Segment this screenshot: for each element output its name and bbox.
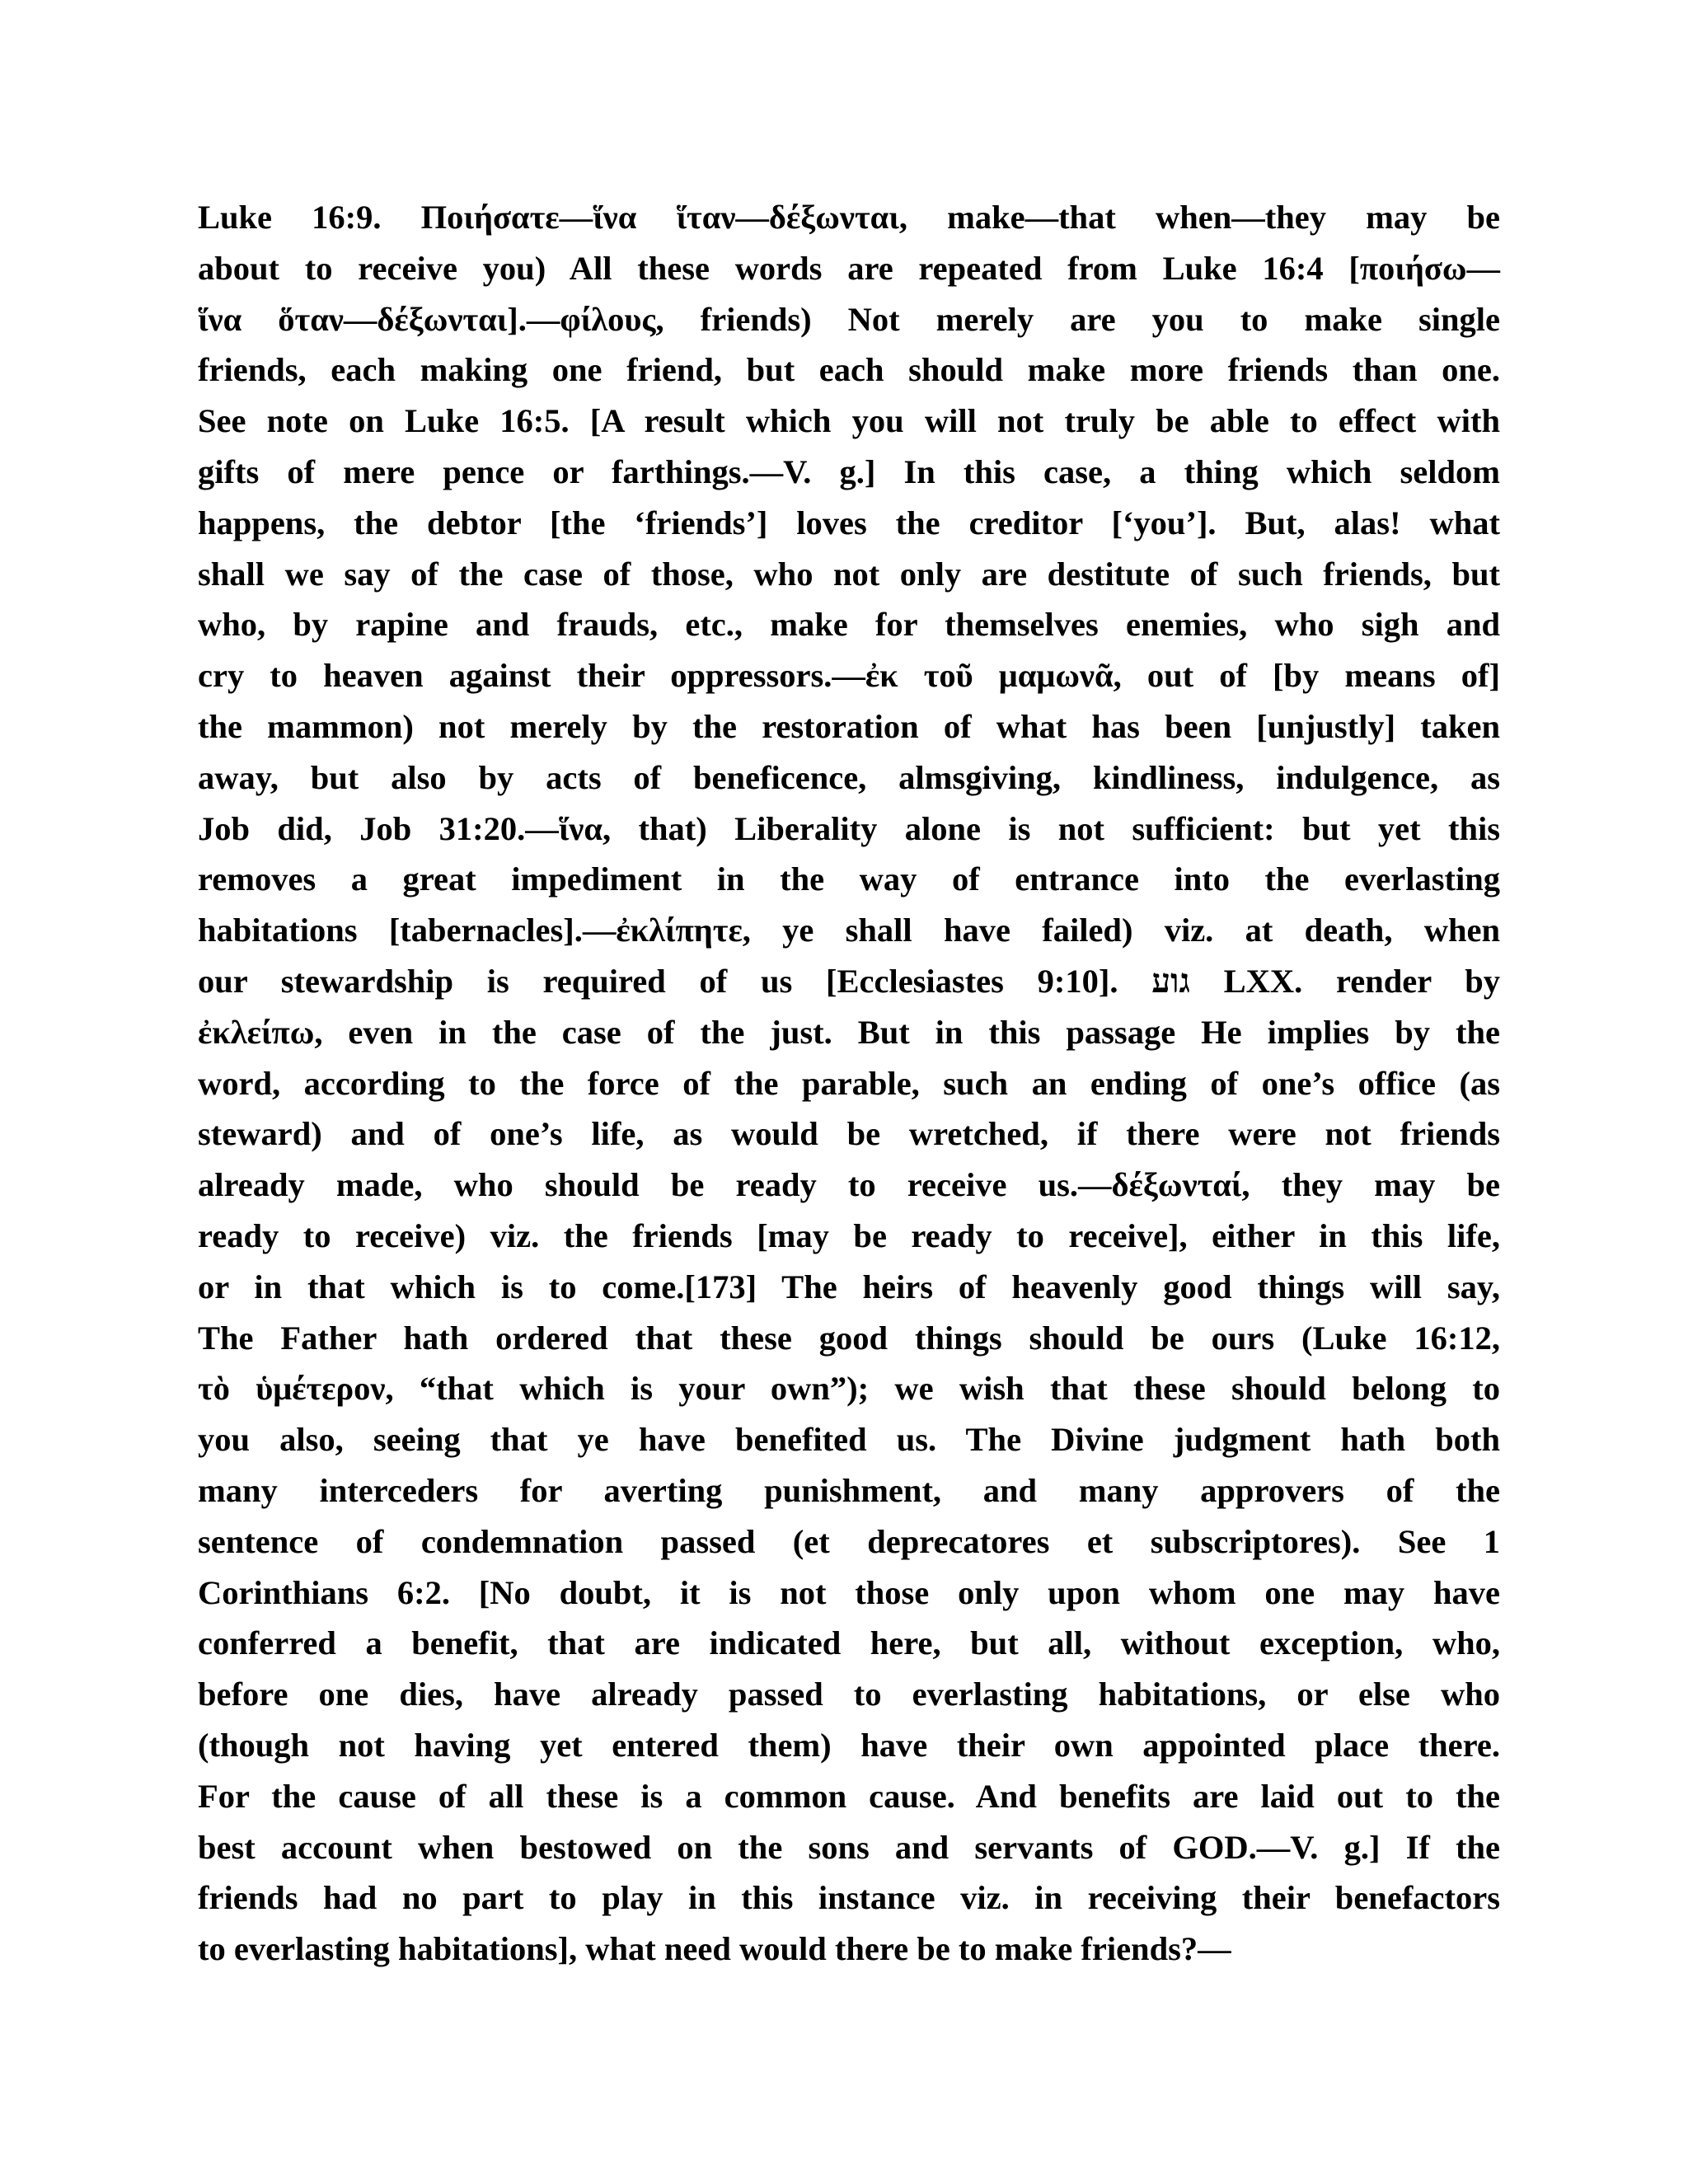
text-line-19: steward) and of one’s life, as would be wretched, if there were not friends bbox=[198, 1115, 1500, 1153]
text-line-14: removes a great impediment in the way of entrance into the everlasting bbox=[198, 860, 1500, 898]
text-line-29: conferred a benefit, that are indicated here, but all, without exception, who, bbox=[198, 1624, 1500, 1662]
text-line-12: away, but also by acts of beneficence, almsgiving, kindliness, indulgence, as bbox=[198, 758, 1500, 796]
text-line-6: gifts of mere pence or farthings.—V. g.] In this case, a thing which seldom bbox=[198, 452, 1500, 490]
text-line-22: or in that which is to come.[173] The heirs of heavenly good things will say, bbox=[198, 1268, 1500, 1305]
text-line-18: word, according to the force of the parable, such an ending of one’s office (as bbox=[198, 1064, 1500, 1102]
text-line-9: who, by rapine and frauds, etc., make for themselves enemies, who sigh and bbox=[198, 606, 1500, 644]
text-line-20: already made, who should be ready to receive us.—δέξωνταί, they may be bbox=[198, 1166, 1500, 1204]
text-line-13: Job did, Job 31:20.—ἵνα, that) Liberality alone is not sufficient: but yet this bbox=[198, 809, 1500, 847]
text-line-2: about to receive you) All these words are repeated from Luke 16:4 [ποιήσω— bbox=[198, 249, 1500, 287]
text-line-8: shall we say of the case of those, who not only are destitute of such friends, but bbox=[198, 555, 1500, 593]
text-line-16: our stewardship is required of us [Ecclesiastes 9:10]. גוע LXX. render by bbox=[198, 962, 1500, 1000]
text-line-7: happens, the debtor [the ‘friends’] loves the creditor [‘you’]. But, alas! what bbox=[198, 504, 1500, 541]
text-line-24: τὸ ὑμέτερον, “that which is your own”); we wish that these should belong to bbox=[198, 1370, 1500, 1408]
text-line-26: many interceders for averting punishment, and many approvers of the bbox=[198, 1471, 1500, 1509]
text-line-11: the mammon) not merely by the restoration of what has been [unjustly] taken bbox=[198, 707, 1500, 745]
commentary-text bbox=[198, 192, 1500, 1975]
text-line-1: Luke 16:9. Ποιήσατε—ἵνα ἵταν—δέξωνται, make—that when—they may be bbox=[198, 199, 1500, 236]
text-line-3: ἵνα ὅταν—δέξωνται].—φίλους, friends) Not merely are you to make single bbox=[198, 300, 1500, 338]
text-line-17: ἐκλείπω, even in the case of the just. But in this passage He implies by the bbox=[198, 1013, 1500, 1051]
text-line-5: See note on Luke 16:5. [A result which you will not truly be able to effect with bbox=[198, 402, 1500, 440]
text-line-21: ready to receive) viz. the friends [may be ready to receive], either in this life, bbox=[198, 1216, 1500, 1254]
text-line-28: Corinthians 6:2. [No doubt, it is not those only upon whom one may have bbox=[198, 1573, 1500, 1611]
text-line-30: before one dies, have already passed to everlasting habitations, or else who bbox=[198, 1675, 1500, 1713]
text-line-33: best account when bestowed on the sons and servants of GOD.—V. g.] If the bbox=[198, 1828, 1500, 1866]
text-line-27: sentence of condemnation passed (et deprecatores et subscriptores). See 1 bbox=[198, 1522, 1500, 1560]
text-line-25: you also, seeing that ye have benefited us. The Divine judgment hath both bbox=[198, 1421, 1500, 1459]
text-line-23: The Father hath ordered that these good things should be ours (Luke 16:12, bbox=[198, 1319, 1500, 1357]
text-line-15: habitations [tabernacles].—ἐκλίπητε, ye shall have failed) viz. at death, when bbox=[198, 912, 1500, 949]
text-line-35: to everlasting habitations], what need would there be to make friends?— bbox=[198, 1930, 1231, 1968]
text-line-34: friends had no part to play in this instance viz. in receiving their benefactors bbox=[198, 1879, 1500, 1917]
text-line-10: cry to heaven against their oppressors.—ἐκ τοῦ μαμωνᾶ, out of [by means of] bbox=[198, 657, 1500, 695]
text-line-31: (though not having yet entered them) have their own appointed place there. bbox=[198, 1726, 1500, 1764]
text-line-32: For the cause of all these is a common cause. And benefits are laid out to the bbox=[198, 1777, 1500, 1815]
text-line-4: friends, each making one friend, but each should make more friends than one. bbox=[198, 351, 1500, 389]
